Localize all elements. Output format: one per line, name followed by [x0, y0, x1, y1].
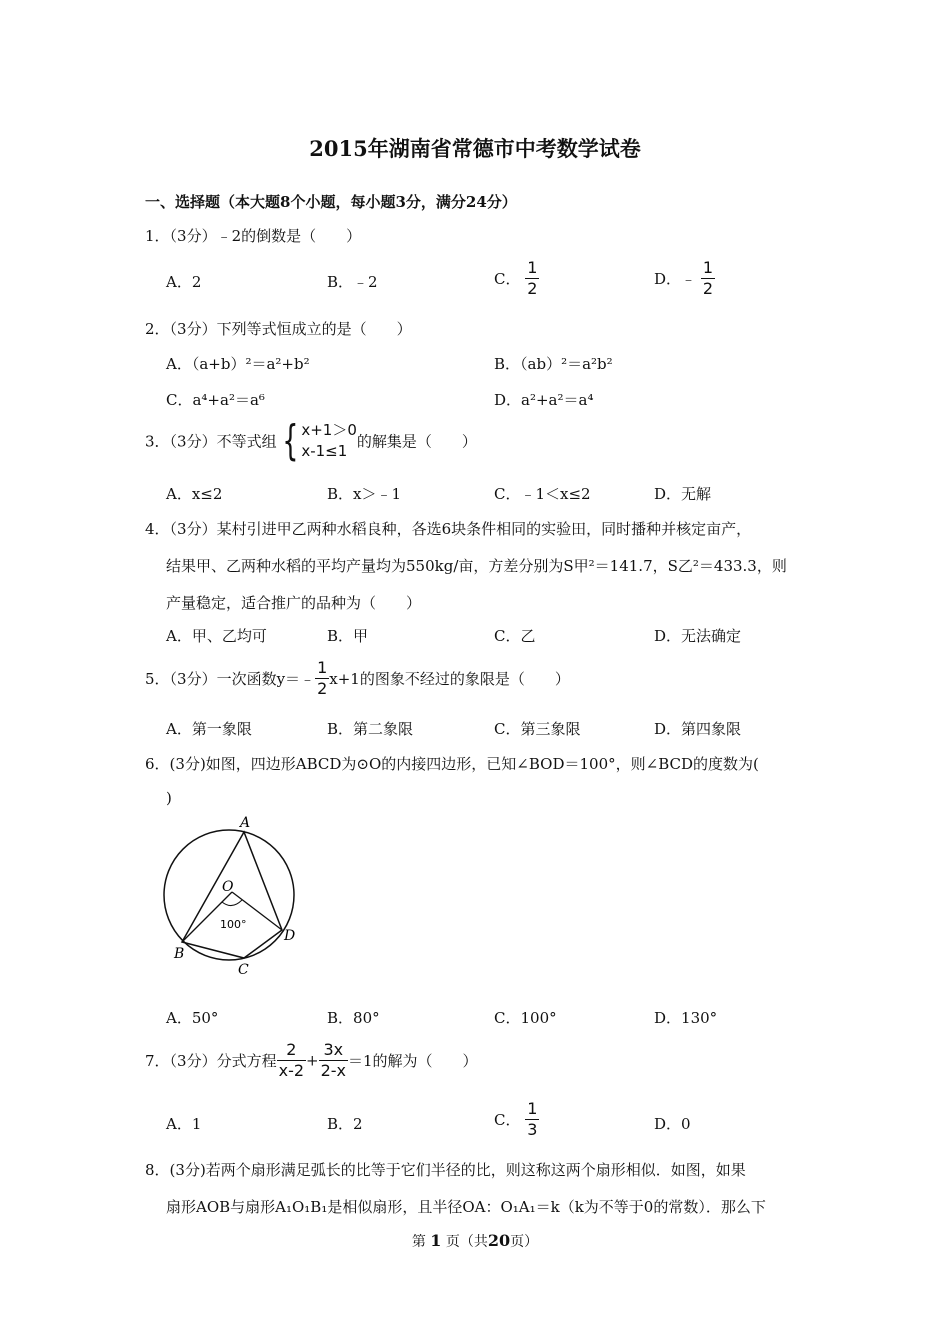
question-2-stem: 2．（3分）下列等式恒成立的是（ ）	[145, 320, 412, 338]
question-7-option-a: A．1	[166, 1115, 202, 1133]
page-title: 2015年湖南省常德市中考数学试卷	[309, 136, 641, 161]
question-1-option-b: B．﹣2	[327, 273, 378, 291]
question-3-stem: 3．（3分）不等式组 { x+1＞0 x-1≤1 的解集是（ ）	[145, 416, 477, 465]
fraction-denominator: 2-x	[320, 1061, 347, 1080]
quadrilateral-abcd	[182, 832, 282, 958]
question-7-option-d: D．0	[654, 1115, 691, 1133]
point-label-o: O	[222, 879, 234, 895]
angle-label: 100°	[220, 918, 247, 931]
question-6-line-1: 6．(3分)如图，四边形ABCD为⊙O的内接四边形，已知∠BOD＝100°，则∠BCD的度数为(	[145, 755, 759, 773]
question-6-option-a: A．50°	[166, 1009, 219, 1027]
fraction-numerator: 1	[527, 1099, 538, 1118]
fraction-denominator: 2	[527, 279, 538, 298]
question-6-option-c: C．100°	[494, 1009, 557, 1027]
question-5-option-a: A．第一象限	[166, 720, 252, 738]
question-7-stem: 7．（3分）分式方程 $\frac{2}{x-2}$ + $\frac{3x}{2-x}$ ＝1的解为（ ）	[145, 1040, 478, 1080]
fraction-numerator: 2	[277, 1042, 306, 1061]
point-label-b: B	[174, 946, 185, 962]
fraction-denominator: 2	[317, 679, 328, 698]
fraction-denominator: 2	[702, 279, 714, 298]
question-6-line-2: )	[166, 789, 172, 807]
question-3-option-a: A．x≤2	[166, 485, 223, 503]
page-number: 1	[430, 1231, 442, 1250]
question-4-option-c: C．乙	[494, 627, 536, 645]
question-5-option-b: B．第二象限	[327, 720, 414, 738]
question-7-option-c: C． $\frac{1}{3}$	[494, 1099, 538, 1139]
fraction-numerator: 1	[317, 658, 328, 677]
angle-arc	[222, 900, 242, 906]
question-1-option-c: C． $\frac{1}{2}$	[494, 258, 538, 298]
fraction-numerator: 1	[527, 258, 538, 277]
question-3-option-c: C．﹣1＜x≤2	[494, 485, 591, 503]
question-3-option-d: D．无解	[654, 485, 712, 503]
question-4-line-3: 产量稳定，适合推广的品种为（ ）	[166, 594, 422, 612]
question-2-option-d: D．a²+a²＝a⁴	[494, 391, 594, 409]
question-7-option-b: B．2	[327, 1115, 363, 1133]
point-label-a: A	[240, 815, 251, 831]
question-1-option-a: A．2	[166, 273, 202, 291]
fraction-numerator: 1	[702, 258, 714, 277]
question-8-line-1: 8．(3分)若两个扇形满足弧长的比等于它们半径的比，则这称这两个扇形相似．如图，如果	[145, 1161, 746, 1179]
circle-quadrilateral-figure	[158, 812, 308, 982]
fraction-numerator: 3x	[319, 1042, 348, 1061]
question-2-option-c: C．a⁴+a²＝a⁶	[166, 391, 265, 409]
fraction-denominator: 3	[527, 1120, 538, 1139]
point-label-c: C	[238, 962, 249, 978]
question-1-stem: 1．（3分）﹣2的倒数是（ ）	[145, 227, 362, 245]
question-6-option-b: B．80°	[327, 1009, 380, 1027]
question-8-line-2: 扇形AOB与扇形A₁O₁B₁是相似扇形，且半径OA：O₁A₁＝k（k为不等于0的常数）．那么下	[166, 1198, 766, 1216]
question-1-option-d: D．﹣ $\frac{1}{2}$	[654, 258, 714, 298]
question-4-line-2: 结果甲、乙两种水稻的平均产量均为550kg/亩，方差分别为S甲²＝141.7，S乙²＝433.3，则	[166, 557, 787, 575]
page-footer: 第 1 页（共20页）	[411, 1231, 539, 1250]
question-4-option-a: A．甲、乙均可	[166, 627, 267, 645]
point-label-d: D	[284, 928, 296, 944]
segment-ob	[182, 892, 232, 942]
question-2-option-a: A．（a+b）²＝a²+b²	[166, 355, 310, 373]
question-5-option-d: D．第四象限	[654, 720, 742, 738]
question-4-line-1: 4．（3分）某村引进甲乙两种水稻良种，各选6块条件相同的实验田，同时播种并核定亩产，	[145, 520, 752, 538]
fraction-denominator: x-2	[278, 1061, 305, 1080]
question-6-option-d: D．130°	[654, 1009, 718, 1027]
inequality-system: { x+1＞0 x-1≤1	[281, 416, 357, 465]
question-5-option-c: C．第三象限	[494, 720, 581, 738]
question-5-stem: 5．（3分）一次函数y＝﹣ $\frac{1}{2}$ x+1的图象不经过的象限是（ ）	[145, 658, 570, 698]
question-4-option-d: D．无法确定	[654, 627, 742, 645]
question-4-option-b: B．甲	[327, 627, 369, 645]
question-3-option-b: B．x＞﹣1	[327, 485, 402, 503]
section-heading: 一、选择题（本大题8个小题，每小题3分，满分24分）	[145, 193, 517, 211]
page-total: 20	[487, 1231, 511, 1250]
question-2-option-b: B．（ab）²＝a²b²	[494, 355, 613, 373]
